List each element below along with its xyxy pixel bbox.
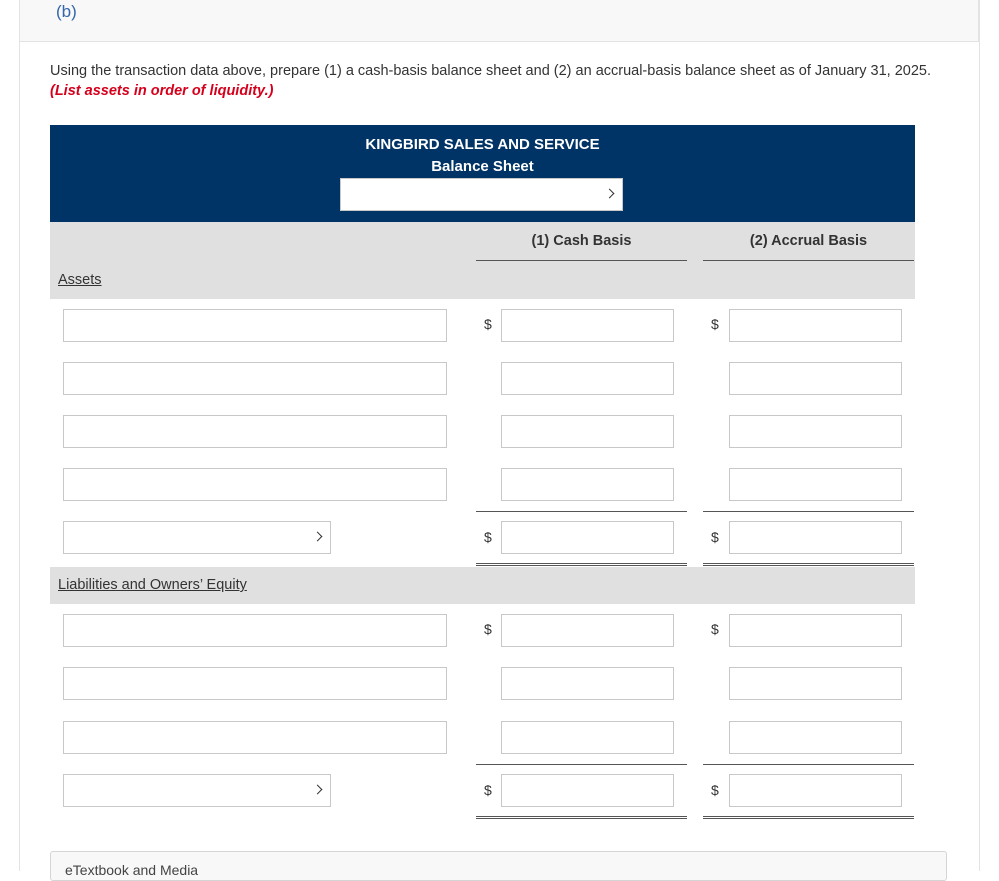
dollar-sign: $ bbox=[711, 621, 719, 637]
dollar-sign: $ bbox=[484, 782, 492, 798]
accrual-double-rule bbox=[703, 816, 914, 819]
liability-account-input[interactable] bbox=[63, 667, 447, 700]
liability-account-input[interactable] bbox=[63, 614, 447, 647]
asset-accrual-amount-input[interactable] bbox=[729, 362, 902, 395]
etextbook-media-label: eTextbook and Media bbox=[65, 862, 199, 878]
part-header bbox=[19, 0, 979, 42]
cash-header-rule bbox=[476, 260, 687, 261]
assets-section-label: Assets bbox=[58, 272, 102, 288]
total-assets-accrual-input[interactable] bbox=[729, 521, 902, 554]
dollar-sign: $ bbox=[711, 316, 719, 332]
etextbook-media-panel[interactable] bbox=[50, 851, 947, 881]
cash-subtotal-rule bbox=[476, 511, 687, 512]
asset-account-input[interactable] bbox=[63, 415, 447, 448]
statement-title: Balance Sheet bbox=[431, 158, 534, 175]
asset-cash-amount-input[interactable] bbox=[501, 309, 674, 342]
cash-basis-header: (1) Cash Basis bbox=[531, 233, 632, 249]
dollar-sign: $ bbox=[484, 621, 492, 637]
accrual-header-rule bbox=[703, 260, 914, 261]
dollar-sign: $ bbox=[484, 316, 492, 332]
cash-double-rule bbox=[476, 563, 687, 566]
company-name: KINGBIRD SALES AND SERVICE bbox=[365, 136, 600, 153]
cash-subtotal-rule bbox=[476, 764, 687, 765]
accrual-double-rule bbox=[703, 563, 914, 566]
liability-cash-amount-input[interactable] bbox=[501, 721, 674, 754]
total-assets-cash-input[interactable] bbox=[501, 521, 674, 554]
total-liabilities-cash-input[interactable] bbox=[501, 774, 674, 807]
total-liabilities-equity-dropdown[interactable] bbox=[63, 774, 331, 807]
balance-sheet-header bbox=[50, 125, 915, 222]
instructions-text: Using the transaction data above, prepare (1) a cash-basis balance sheet and (2) an accrual-basis balance sheet as of January 31, 2025. bbox=[50, 63, 932, 79]
dollar-sign: $ bbox=[711, 782, 719, 798]
accrual-subtotal-rule bbox=[703, 511, 914, 512]
liability-accrual-amount-input[interactable] bbox=[729, 667, 902, 700]
part-label: (b) bbox=[56, 2, 77, 21]
asset-account-input[interactable] bbox=[63, 309, 447, 342]
dollar-sign: $ bbox=[484, 529, 492, 545]
cash-double-rule bbox=[476, 816, 687, 819]
liability-accrual-amount-input[interactable] bbox=[729, 721, 902, 754]
liability-cash-amount-input[interactable] bbox=[501, 667, 674, 700]
instructions bbox=[50, 61, 950, 101]
asset-cash-amount-input[interactable] bbox=[501, 468, 674, 501]
accrual-subtotal-rule bbox=[703, 764, 914, 765]
asset-accrual-amount-input[interactable] bbox=[729, 415, 902, 448]
total-liabilities-accrual-input[interactable] bbox=[729, 774, 902, 807]
asset-account-input[interactable] bbox=[63, 362, 447, 395]
asset-cash-amount-input[interactable] bbox=[501, 362, 674, 395]
dollar-sign: $ bbox=[711, 529, 719, 545]
asset-cash-amount-input[interactable] bbox=[501, 415, 674, 448]
asset-account-input[interactable] bbox=[63, 468, 447, 501]
instructions-note: (List assets in order of liquidity.) bbox=[50, 83, 274, 99]
accrual-basis-header: (2) Accrual Basis bbox=[749, 233, 868, 249]
total-assets-dropdown[interactable] bbox=[63, 521, 331, 554]
liability-account-input[interactable] bbox=[63, 721, 447, 754]
liability-cash-amount-input[interactable] bbox=[501, 614, 674, 647]
liabilities-section-label: Liabilities and Owners’ Equity bbox=[58, 577, 247, 593]
asset-accrual-amount-input[interactable] bbox=[729, 468, 902, 501]
asset-accrual-amount-input[interactable] bbox=[729, 309, 902, 342]
liability-accrual-amount-input[interactable] bbox=[729, 614, 902, 647]
date-dropdown[interactable] bbox=[340, 178, 623, 211]
